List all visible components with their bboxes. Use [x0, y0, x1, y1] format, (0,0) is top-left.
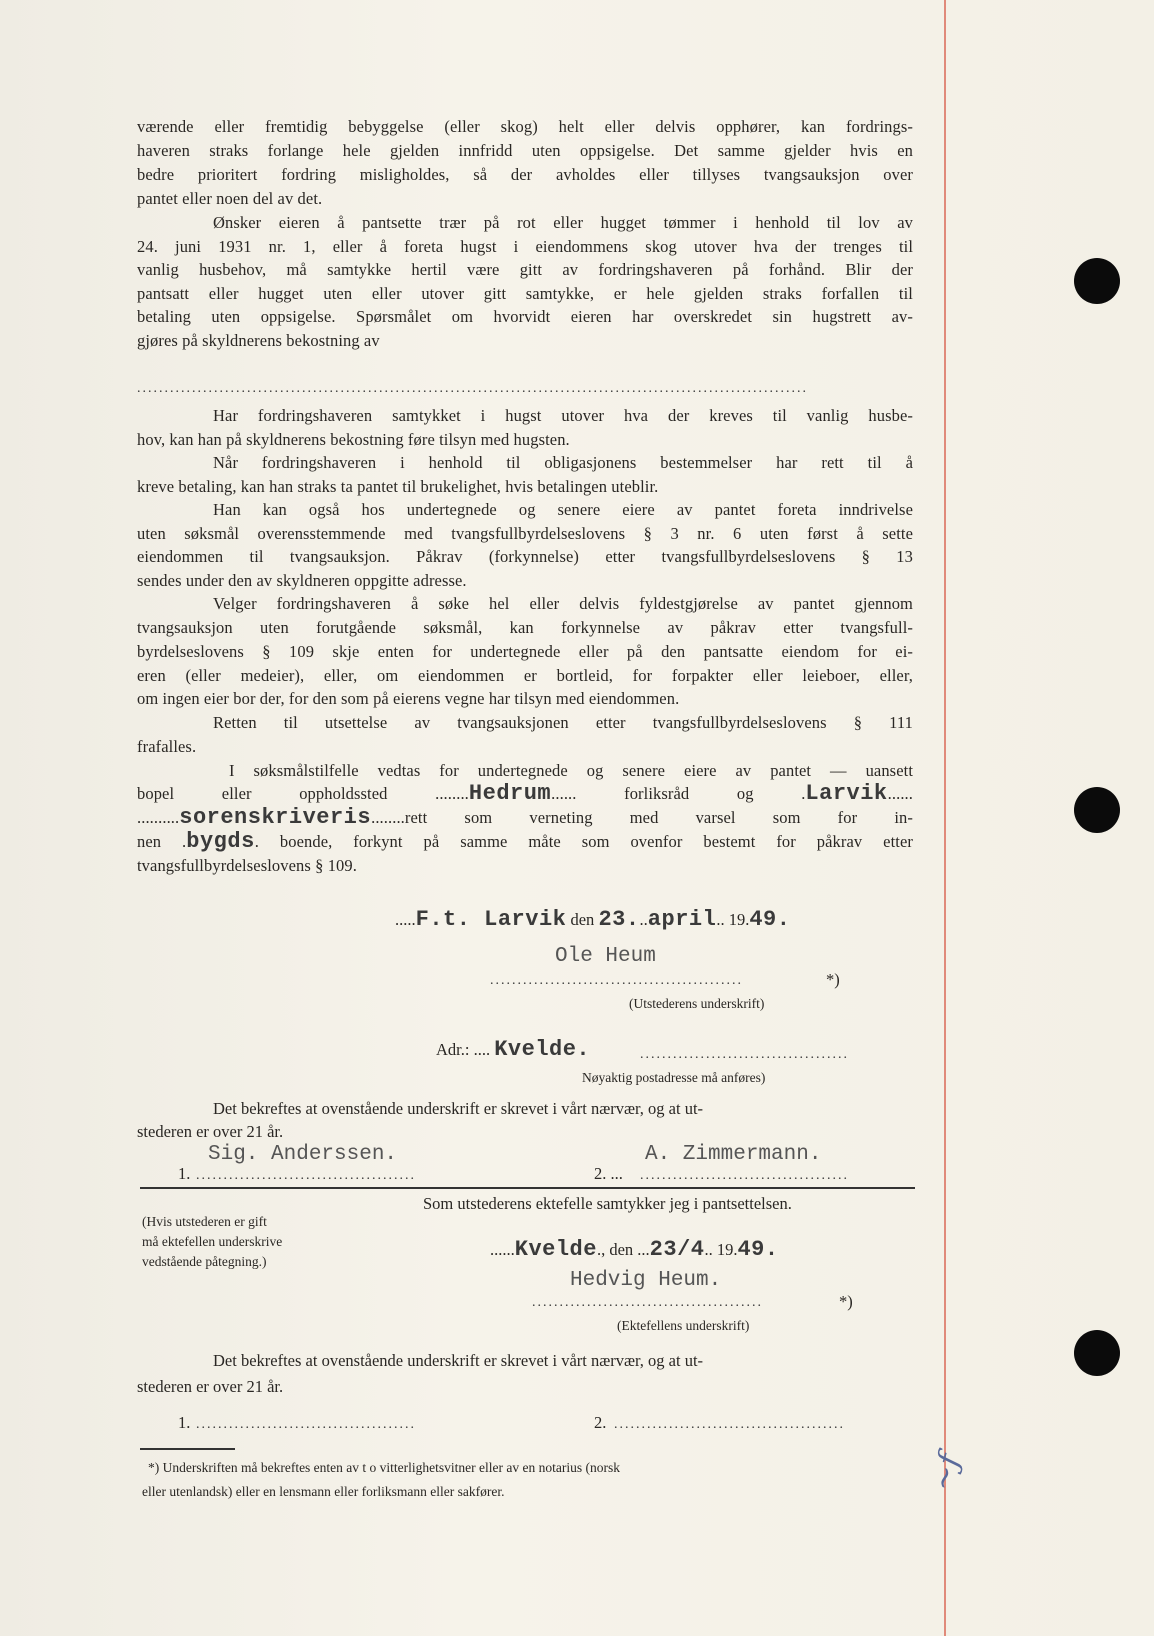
- line-text: Ønsker eieren å pantsette trær på rot eller hugget tømmer i henhold til lov av: [213, 213, 913, 232]
- line-text: tvangsfullbyrdelseslovens § 109.: [137, 856, 357, 875]
- side-note-line: må ektefellen underskrive: [142, 1234, 283, 1249]
- witness-dots: ......................................: [640, 1169, 849, 1183]
- body-line: [137, 164, 913, 186]
- typed-entry: Hedrum: [468, 781, 552, 806]
- line-text: pantet eller noen del av det.: [137, 189, 323, 208]
- line-text: frafalles.: [137, 737, 197, 756]
- body-line: [137, 688, 913, 710]
- line-text: eren (eller medeier), eller, om eiendommen er bortleid, for forpakter eller leieboer, eller,: [137, 666, 913, 685]
- body-line: [137, 736, 913, 758]
- typed-entry: sorenskriveris: [179, 805, 372, 830]
- body-line: [137, 283, 913, 305]
- body-line: [137, 855, 913, 877]
- spouse-year-typed: 49.: [737, 1237, 779, 1262]
- body-line: [137, 760, 913, 782]
- body-line: [137, 452, 913, 474]
- body-line: [137, 546, 913, 568]
- body-line: [137, 807, 913, 829]
- year-prefix: .. 19.: [704, 1240, 738, 1259]
- witness-number: 2. ...: [594, 1164, 623, 1183]
- address-typed: Kvelde.: [494, 1037, 591, 1062]
- punch-hole: [1074, 787, 1120, 833]
- issuer-signature: Ole Heum: [555, 945, 656, 968]
- line-text: om ingen eier bor der, for den som på eierens vegne har tilsyn med eiendommen.: [137, 689, 680, 708]
- body-line: [137, 665, 913, 687]
- line-text: nen .: [137, 832, 187, 851]
- date-line: .....F.t. Larvik den 23...april.. 19.49.: [395, 907, 791, 932]
- body-line: [137, 429, 913, 451]
- body-line: [137, 116, 913, 138]
- year-typed: 49.: [749, 907, 791, 932]
- year-prefix: 19.: [728, 910, 750, 929]
- line-text: bopel eller oppholdssted ........: [137, 784, 469, 803]
- witness-dots: ........................................: [196, 1169, 416, 1183]
- body-line: [137, 617, 913, 639]
- issuer-caption: (Utstederens underskrift): [629, 996, 765, 1011]
- footnote-text: *) Underskriften må bekreftes enten av t o vitterlighetsvitner eller av en notarius (norsk: [148, 1460, 620, 1475]
- typed-entry: bygds: [186, 829, 255, 854]
- line-text: . boende, forkynt på samme måte som ovenfor bestemt for påkrav etter: [254, 832, 913, 851]
- den-label: ., den ...: [596, 1240, 650, 1259]
- month-typed: april: [647, 907, 717, 932]
- dots: .....: [395, 910, 416, 929]
- den-label: den: [570, 910, 595, 929]
- footnote-rule: [140, 1448, 235, 1450]
- address-caption: Nøyaktig postadresse må anføres): [582, 1070, 766, 1085]
- spouse-date-line: [490, 1237, 779, 1262]
- line-text: byrdelseslovens § 109 skje enten for undertegnede eller på den pantsatte eiendom for ei-: [137, 642, 913, 661]
- spouse-signature: Hedvig Heum.: [570, 1269, 722, 1292]
- spouse-consent: Som utstederens ektefelle samtykker jeg i pantsettelsen.: [423, 1194, 792, 1213]
- witness-number: 2.: [594, 1413, 607, 1432]
- spouse-caption: (Ektefellens underskrift): [617, 1318, 750, 1333]
- footnote-marker: *): [826, 970, 840, 989]
- side-note-line: vedstående påtegning.): [142, 1254, 267, 1269]
- address-line: [436, 1037, 591, 1062]
- punch-hole: [1074, 258, 1120, 304]
- line-text: ...... forliksråd og .: [551, 784, 806, 803]
- typed-entry: Larvik: [805, 781, 888, 806]
- line-text: Han kan også hos undertegnede og senere eiere av pantet foreta inndrivelse: [213, 500, 913, 519]
- body-line: [137, 259, 913, 281]
- dots: ......: [490, 1240, 515, 1259]
- line-text: I søksmålstilfelle vedtas for undertegnede og senere eiere av pantet — uansett: [229, 761, 913, 780]
- body-line: [137, 712, 913, 734]
- line-text: pantsatt eller hugget uten eller utover gitt samtykke, er hele gjelden straks forfallen til: [137, 284, 913, 303]
- body-line: [137, 405, 913, 427]
- line-text: ..........: [137, 808, 180, 827]
- body-line: [137, 306, 913, 328]
- body-line: [137, 593, 913, 615]
- footnote-marker: *): [839, 1292, 853, 1311]
- divider-rule: [140, 1187, 915, 1189]
- body-line: [137, 523, 913, 545]
- body-line: [137, 783, 913, 805]
- address-label: Adr.: ....: [436, 1040, 491, 1059]
- line-text: 24. juni 1931 nr. 1, eller å foreta hugst i eiendommens skog utover hva der trenges til: [137, 237, 913, 256]
- address-dots: ......................................: [640, 1048, 849, 1062]
- line-text: ........rett som verneting med varsel som for in-: [371, 808, 913, 827]
- side-note-line: (Hvis utstederen er gift: [142, 1214, 267, 1229]
- witness-dots: ..........................................: [614, 1418, 845, 1432]
- signature-dots: ..........................................: [532, 1296, 763, 1310]
- line-text: betaling uten oppsigelse. Spørsmålet om hvorvidt eieren har overskredet sin hugstrett av-: [137, 307, 913, 326]
- line-text: sendes under den av skyldneren oppgitte adresse.: [137, 571, 467, 590]
- dotted-fill-line: ..........................................................................................................................: [137, 382, 808, 396]
- body-line: [137, 236, 913, 258]
- witness-2-signature: A. Zimmermann.: [645, 1143, 822, 1166]
- spouse-place-typed: Kvelde: [514, 1237, 597, 1262]
- line-text: kreve betaling, kan han straks ta pantet til brukelighet, hvis betalingen uteblir.: [137, 477, 659, 496]
- witness-text: stederen er over 21 år.: [137, 1377, 284, 1396]
- line-text: Velger fordringshaveren å søke hel eller delvis fyldestgjørelse av pantet gjennom: [213, 594, 913, 613]
- body-line: [137, 476, 913, 498]
- body-line: [137, 330, 913, 352]
- line-text: haveren straks forlange hele gjelden innfridd uten oppsigelse. Det samme gjelder hvis en: [137, 141, 913, 160]
- body-line: [137, 499, 913, 521]
- body-line: [137, 570, 913, 592]
- place-typed: F.t. Larvik: [415, 907, 567, 932]
- witness-dots: ........................................: [196, 1418, 416, 1432]
- line-text: eiendommen til tvangsauksjon. Påkrav (forkynnelse) etter tvangsfullbyrdelseslovens § 13: [137, 547, 913, 566]
- line-text: værende eller fremtidig bebyggelse (eller skog) helt eller delvis opphører, kan fordrings-: [137, 117, 913, 136]
- body-line: [137, 641, 913, 663]
- punch-hole: [1074, 1330, 1120, 1376]
- witness-text: stederen er over 21 år.: [137, 1122, 284, 1141]
- line-text: hov, kan han på skyldnerens bekostning føre tilsyn med hugsten.: [137, 430, 570, 449]
- line-text: Har fordringshaveren samtykket i hugst utover hva der kreves til vanlig husbe-: [213, 406, 913, 425]
- body-line: [137, 831, 913, 853]
- signature-dots: ..............................................: [490, 974, 743, 988]
- line-text: Retten til utsettelse av tvangsauksjonen etter tvangsfullbyrdelseslovens § 111: [213, 713, 913, 732]
- line-text: Når fordringshaveren i henhold til obligasjonens bestemmelser har rett til å: [213, 453, 913, 472]
- margin-line: [944, 0, 946, 1636]
- body-line: [137, 212, 913, 234]
- witness-number: 1.: [178, 1413, 191, 1432]
- body-line: [137, 188, 913, 210]
- line-text: bedre prioritert fordring misligholdes, så der avholdes eller tillyses tvangsauksjon over: [137, 165, 913, 184]
- line-text: uten søksmål overensstemmende med tvangsfullbyrdelseslovens § 3 nr. 6 uten først å sette: [137, 524, 913, 543]
- witness-text: Det bekreftes at ovenstående underskrift er skrevet i vårt nærvær, og at ut-: [213, 1351, 704, 1370]
- line-text: gjøres på skyldnerens bekostning av: [137, 331, 380, 350]
- witness-number: 1.: [178, 1164, 191, 1183]
- witness-text: Det bekreftes at ovenstående underskrift er skrevet i vårt nærvær, og at ut-: [213, 1099, 704, 1118]
- line-text: ......: [887, 784, 913, 803]
- witness-1-signature: Sig. Anderssen.: [208, 1143, 398, 1166]
- line-text: tvangsauksjon uten forutgående søksmål, kan forkynnelse av påkrav etter tvangsfull-: [137, 618, 913, 637]
- day-typed: 23.: [598, 907, 640, 932]
- spouse-date-typed: 23/4: [649, 1237, 705, 1262]
- spouse-side-note: [142, 1212, 282, 1272]
- line-text: vanlig husbehov, må samtykke hertil være gitt av fordringshaveren på forhånd. Blir der: [137, 260, 913, 279]
- footnote-text: eller utenlandsk) eller en lensmann eller forliksmann eller sakfører.: [142, 1484, 505, 1499]
- handwritten-initials: ~ƒ: [924, 1450, 968, 1495]
- body-line: [137, 140, 913, 162]
